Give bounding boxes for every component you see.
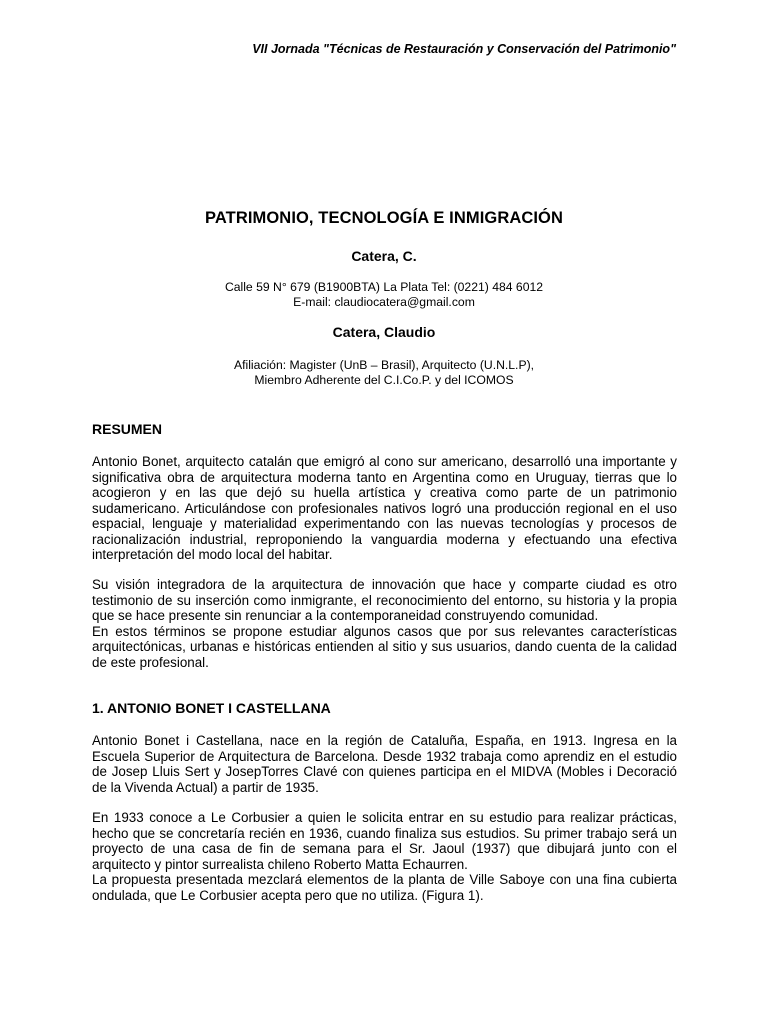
abstract-paragraph-1: Antonio Bonet, arquitecto catalán que emigró al cono sur americano, desarrolló una importante y significativa obra de arquitectura moderna tanto en Argentina como en Uruguay, tierras que lo acogieron y en las que dejó su huella artística y creativa como parte de un patrimonio sudamericano. Articulándose con profesionales nativos logró una producción regional en el uso espacial, lenguaje y materialidad experimentando con las nuevas tecnologías y procesos de racionalización industrial, reproponiendo la vanguardia moderna y efectuando una efectiva interpretación del modo local del habitar.: [92, 454, 677, 562]
section-1-paragraph-1: Antonio Bonet i Castellana, nace en la región de Cataluña, España, en 1913. Ingresa en la Escuela Superior de Arquitectura de Barcelona. Desde 1932 trabaja como aprendiz en el estudio de Josep Lluis Sert y JosepTorres Clavé con quienes participa en el MIDVA (Mobles i Decoració de la Vivenda Actual) a partir de 1935.: [92, 733, 677, 795]
author-address: [0, 280, 768, 309]
author-full: Catera, Claudio: [332, 324, 436, 340]
running-header: VII Jornada "Técnicas de Restauración y Conservación del Patrimonio": [252, 42, 676, 56]
section-1-heading: 1. ANTONIO BONET I CASTELLANA: [92, 700, 331, 716]
abstract-paragraph-2a: Su visión integradora de la arquitectura de innovación que hace y comparte ciudad es otro testimonio de su inserción como inmigrante, el reconocimiento del entorno, su historia y la propia que se hace presente sin renunciar a la contemporaneidad construyendo comunidad.: [92, 577, 677, 623]
email-line: E-mail: claudiocatera@gmail.com: [293, 294, 475, 309]
abstract-paragraph-2b: En estos términos se propone estudiar algunos casos que por sus relevantes características arquitectónicas, urbanas e históricas entienden al sitio y sus usuarios, dando cuenta de la calidad de este profesional.: [92, 623, 677, 670]
affiliation-line-1: Afiliación: Magister (UnB – Brasil), Arquitecto (U.N.L.P),: [233, 358, 535, 372]
abstract-paragraph-2: [92, 577, 677, 670]
abstract-heading: RESUMEN: [92, 421, 163, 437]
section-1-paragraph-2a: En 1933 conoce a Le Corbusier a quien le solicita entrar en su estudio para realizar prácticas, hecho que se concretaría recién en 1936, cuando finaliza sus estudios. Su primer trabajo será un proyecto de una casa de fin de semana para el Sr. Jaoul (1937) que dibujará junto con el arquitecto y pintor surrealista chileno Roberto Matta Echaurren.: [92, 810, 677, 872]
affiliation-line-2: Miembro Adherente del C.I.Co.P. y del ICOMOS: [254, 373, 514, 387]
paper-title: PATRIMONIO, TECNOLOGÍA E INMIGRACIÓN: [204, 209, 564, 227]
address-line: Calle 59 N° 679 (B1900BTA) La Plata Tel: (0221) 484 6012: [224, 280, 544, 294]
author-short: Catera, C.: [351, 248, 417, 264]
author-affiliation: [0, 358, 768, 388]
section-1-paragraph-2b: La propuesta presentada mezclará elementos de la planta de Ville Saboye con una fina cubierta ondulada, que Le Corbusier acepta pero que no utiliza. (Figura 1).: [92, 872, 677, 903]
section-1-paragraph-2: [92, 810, 677, 903]
